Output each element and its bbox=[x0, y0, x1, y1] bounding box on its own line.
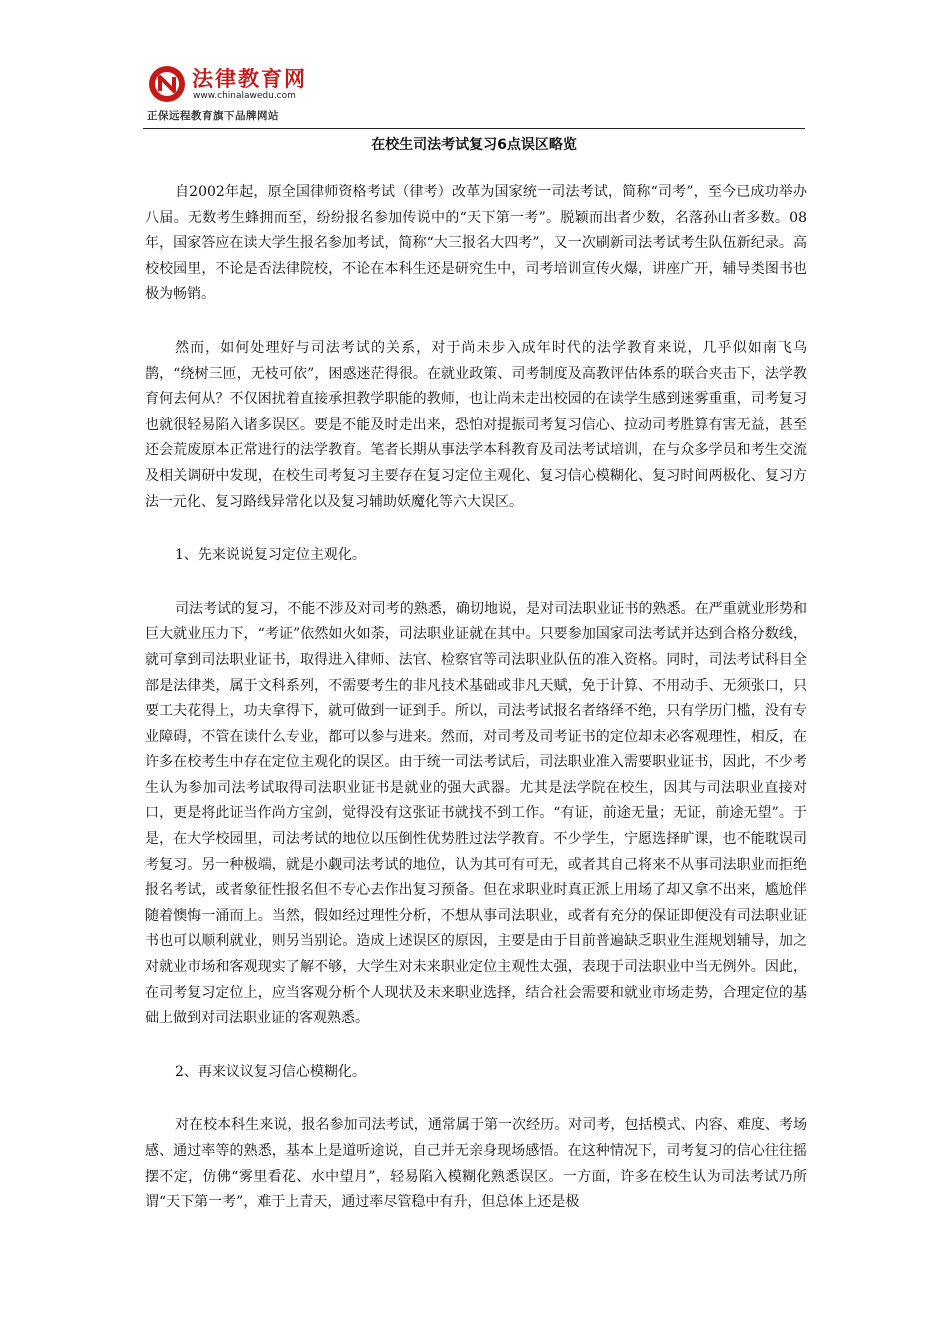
paragraph: 然而，如何处理好与司法考试的关系，对于尚未步入成年时代的法学教育来说，几乎似如南飞乌鹊，“绕树三匝，无枝可依”，困惑迷茫得很。在就业政策、司考制度及高教评估体系的联合夹击下，法学教育何去何从？不仅困扰着直接承担教学职能的教师，也让尚未走出校园的在读学生感到迷雾重重，司考复习也就很轻易陷入诸多误区。要是不能及时走出来，恐怕对提振司考复习信心、拉动司考胜算有害无益，甚至还会荒废原本正常进行的法学教育。笔者长期从事法学本科教育及司法考试培训，在与众多学员和考生交流及相关调研中发现，在校生司考复习主要存在复习定位主观化、复习信心模糊化、复习时间两极化、复习方法一元化、复习路线异常化以及复习辅助妖魔化等六大误区。 bbox=[145, 339, 807, 510]
logo-icon bbox=[147, 64, 187, 104]
paragraph: 司法考试的复习，不能不涉及对司考的熟悉，确切地说，是对司法职业证书的熟悉。在严重就业形势和巨大就业压力下，“考证”依然如火如荼，司法职业证就在其中。只要参加国家司法考试并达到合格分数线，就可拿到司法职业证书，取得进入律师、法官、检察官等司法职业队伍的准入资格。同时，司法考试科目全部是法律类，属于文科系列，不需要考生的非凡技术基础或非凡天赋，免于计算、不用动手、无须张口，只要工夫花得上，功夫拿得下，就可做到一证到手。所以，司法考试报名者络绎不绝，只有学历门槛，没有专业障碍，不管在读什么专业，都可以参与进来。然而，对司考及司考证书的定位却未必客观理性，相反，在许多在校考生中存在定位主观化的误区。由于统一司法考试后，司法职业准入需要职业证书，因此，不少考生认为参加司法考试取得司法职业证书是就业的强大武器。尤其是法学院在校生，因其与司法职业直接对口，更是将此证当作尚方宝剑，觉得没有这张证书就找不到工作。“有证，前途无量；无证，前途无望”。于是，在大学校园里，司法考试的地位以压倒性优势胜过法学教育。不少学生，宁愿选择旷课，也不能耽误司考复习。另一种极端，就是小觑司法考试的地位，认为其可有可无，或者其自己将来不从事司法职业而拒绝报名考试，或者象征性报名但不专心去作出复习预备。但在求职业时真正派上用场了却又拿不出来，尴尬伴随着懊悔一涌而上。当然，假如经过理性分析，不想从事司法职业，或者有充分的保证即便没有司法职业证书也可以顺利就业，则另当别论。造成上述误区的原因，主要是由于目前普遍缺乏职业生涯规划辅导，加之对就业市场和客观现实了解不够，大学生对未来职业定位主观性太强，表现于司法职业中当无例外。因此，在司考复习定位上，应当客观分析个人现状及未来职业选择，结合社会需要和就业市场走势，合理定位的基础上做到对司法职业证的客观熟悉。 bbox=[145, 600, 807, 1027]
site-header bbox=[143, 62, 805, 130]
article-title: 在校生司法考试复习6点误区略览 bbox=[371, 137, 577, 153]
paragraph: 自2002年起，原全国律师资格考试（律考）改革为国家统一司法考试，简称“司考”，至今已成功举办八届。无数考生蜂拥而至，纷纷报名参加传说中的“天下第一考”。脱颖而出者少数，名落孙山者多数。08年，国家答应在读大学生报名参加考试，简称“大三报名大四考”，又一次刷新司法考试考生队伍新纪录。高校校园里，不论是否法律院校，不论在本科生还是研究生中，司考培训宣传火爆，讲座广开，辅导类图书也极为畅销。 bbox=[145, 184, 807, 303]
brand-url[interactable]: www.chinalawedu.com bbox=[193, 91, 296, 101]
brand-name: 法律教育网 bbox=[192, 67, 307, 91]
paragraph: 对在校本科生来说，报名参加司法考试，通常属于第一次经历。对司考，包括模式、内容、难度、考场感、通过率等的熟悉，基本上是道听途说，自己并无亲身现场感悟。在这种情况下，司考复习的信心往往摇摆不定，仿佛“雾里看花、水中望月”，轻易陷入模糊化熟悉误区。一方面，许多在校生认为司法考试乃所谓“天下第一考”，难于上青天，通过率尽管稳中有升，但总体上还是极 bbox=[145, 1117, 807, 1211]
brand-slogan: 正保远程教育旗下品牌网站 bbox=[147, 110, 279, 122]
section-heading: 1、先来说说复习定位主观化。 bbox=[175, 547, 366, 564]
header-divider bbox=[143, 128, 805, 129]
article-body bbox=[145, 180, 807, 1244]
section-heading: 2、再来议议复习信心模糊化。 bbox=[175, 1063, 366, 1080]
